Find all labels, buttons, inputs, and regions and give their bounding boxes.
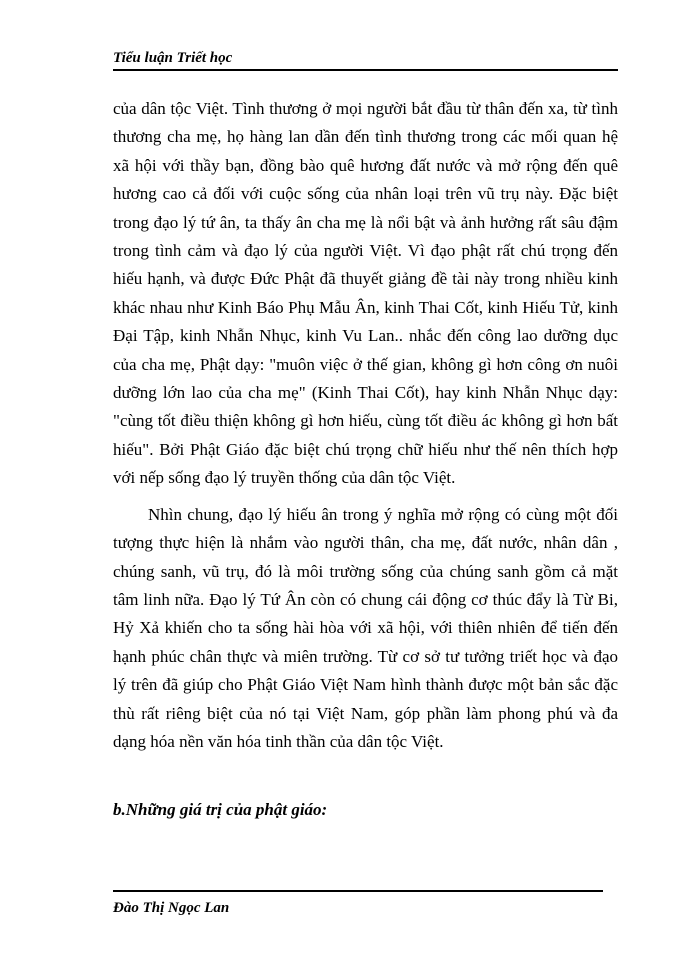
header-divider — [113, 69, 618, 71]
footer-divider — [113, 890, 603, 892]
document-body — [113, 95, 618, 756]
footer-author: Đào Thị Ngọc Lan — [113, 900, 230, 916]
paragraph-1: của dân tộc Việt. Tình thương ở mọi người bắt đầu từ thân đến xa, từ tình thương cha mẹ, họ hàng lan dần đến tình thương trong các mối quan hệ xã hội với thầy bạn, đồng bào quê hương đất nước và mở rộng đến quê hương cao cả đối với cuộc sống của nhân loại trên vũ trụ này. Đặc biệt trong đạo lý tứ ân, ta thấy ân cha mẹ là nổi bật và ảnh hưởng rất sâu đậm trong tình cảm và đạo lý của người Việt. Vì đạo phật rất chú trọng đến hiếu hạnh, và được Đức Phật đã thuyết giảng đề tài này trong nhiều kinh khác nhau như Kinh Báo Phụ Mẫu Ân, kinh Thai Cốt, kinh Hiếu Tử, kinh Đại Tập, kinh Nhẫn Nhục, kinh Vu Lan.. nhắc đến công lao dưỡng dục của cha mẹ, Phật dạy: "muôn việc ở thế gian, không gì hơn công ơn nuôi dưỡng lớn lao của cha mẹ" (Kinh Thai Cốt), hay kinh Nhẫn Nhục dạy: "cùng tốt điều thiện không gì hơn hiếu, cùng tốt điều ác không gì hơn bất hiếu". Bởi Phật Giáo đặc biệt chú trọng chữ hiếu như thế nên thích hợp với nếp sống đạo lý truyền thống của dân tộc Việt. — [113, 99, 618, 488]
page-footer — [113, 890, 603, 920]
page-header — [113, 50, 618, 72]
header-title: Tiểu luận Triết học — [113, 50, 233, 66]
paragraph-2: Nhìn chung, đạo lý hiếu ân trong ý nghĩa mở rộng có cùng một đối tượng thực hiện là nhắm vào người thân, cha mẹ, đất nước, nhân dân , chúng sanh, vũ trụ, đó là môi trường sống của chúng sanh gồm cả mặt tâm linh nữa. Đạo lý Tứ Ân còn có chung cái động cơ thúc đẩy là Từ Bi, Hỷ Xả khiến cho ta sống hài hòa với xã hội, với thiên nhiên để tiến đến hạnh phúc chân thực và miên trường. Từ cơ sở tư tưởng triết học và đạo lý trên đã giúp cho Phật Giáo Việt Nam hình thành được một bản sắc đặc thù rất riêng biệt của nó tại Việt Nam, góp phần làm phong phú và đa dạng hóa nền văn hóa tinh thần của dân tộc Việt. — [113, 504, 618, 751]
section-heading: b.Những giá trị của phật giáo: — [113, 800, 328, 819]
